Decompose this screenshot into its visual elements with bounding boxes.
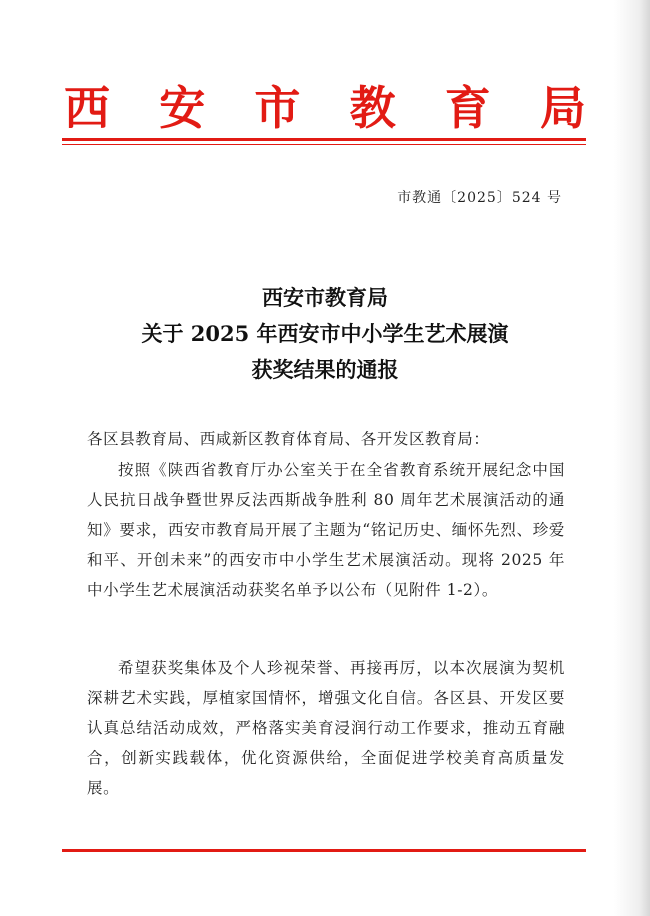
masthead-char: 局 bbox=[539, 81, 586, 135]
document-title-line: 西安市教育局 bbox=[262, 285, 388, 310]
masthead-divider-thick bbox=[62, 138, 586, 141]
masthead-char: 安 bbox=[159, 81, 206, 135]
masthead-char: 西 bbox=[64, 81, 110, 135]
body-paragraph: 按照《陕西省教育厅办公室关于在全省教育系统开展纪念中国人民抗日战争暨世界反法西斯战争胜利 80 周年艺术展演活动的通知》要求，西安市教育局开展了主题为“铭记历史、缅怀先烈、珍爱和平、开创未来”的西安市中小学生艺术展演活动。现将 2025 年中小学生艺术展演活动获奖名单予以公布（见附件 1-2）。 bbox=[87, 461, 565, 599]
document-title-line: 获奖结果的通报 bbox=[251, 357, 399, 382]
body-paragraph: 希望获奖集体及个人珍视荣誉、再接再厉，以本次展演为契机深耕艺术实践，厚植家国情怀，增强文化自信。各区县、开发区要认真总结活动成效，严格落实美育浸润行动工作要求，推动五育融合，创新实践载体，优化资源供给，全面促进学校美育高质量发展。 bbox=[87, 659, 565, 797]
document-number: 市教通〔2025〕524 号 bbox=[397, 190, 562, 206]
footer-divider bbox=[62, 849, 586, 852]
document-title-line: 关于 2025 年西安市中小学生艺术展演 bbox=[141, 321, 509, 346]
masthead bbox=[64, 78, 586, 138]
masthead-char: 育 bbox=[444, 81, 491, 135]
masthead-char: 教 bbox=[349, 81, 396, 135]
page-edge-shadow bbox=[614, 0, 650, 916]
masthead-char: 市 bbox=[254, 81, 301, 135]
masthead-divider-thin bbox=[62, 144, 586, 145]
salutation: 各区县教育局、西咸新区教育体育局、各开发区教育局： bbox=[87, 430, 490, 448]
